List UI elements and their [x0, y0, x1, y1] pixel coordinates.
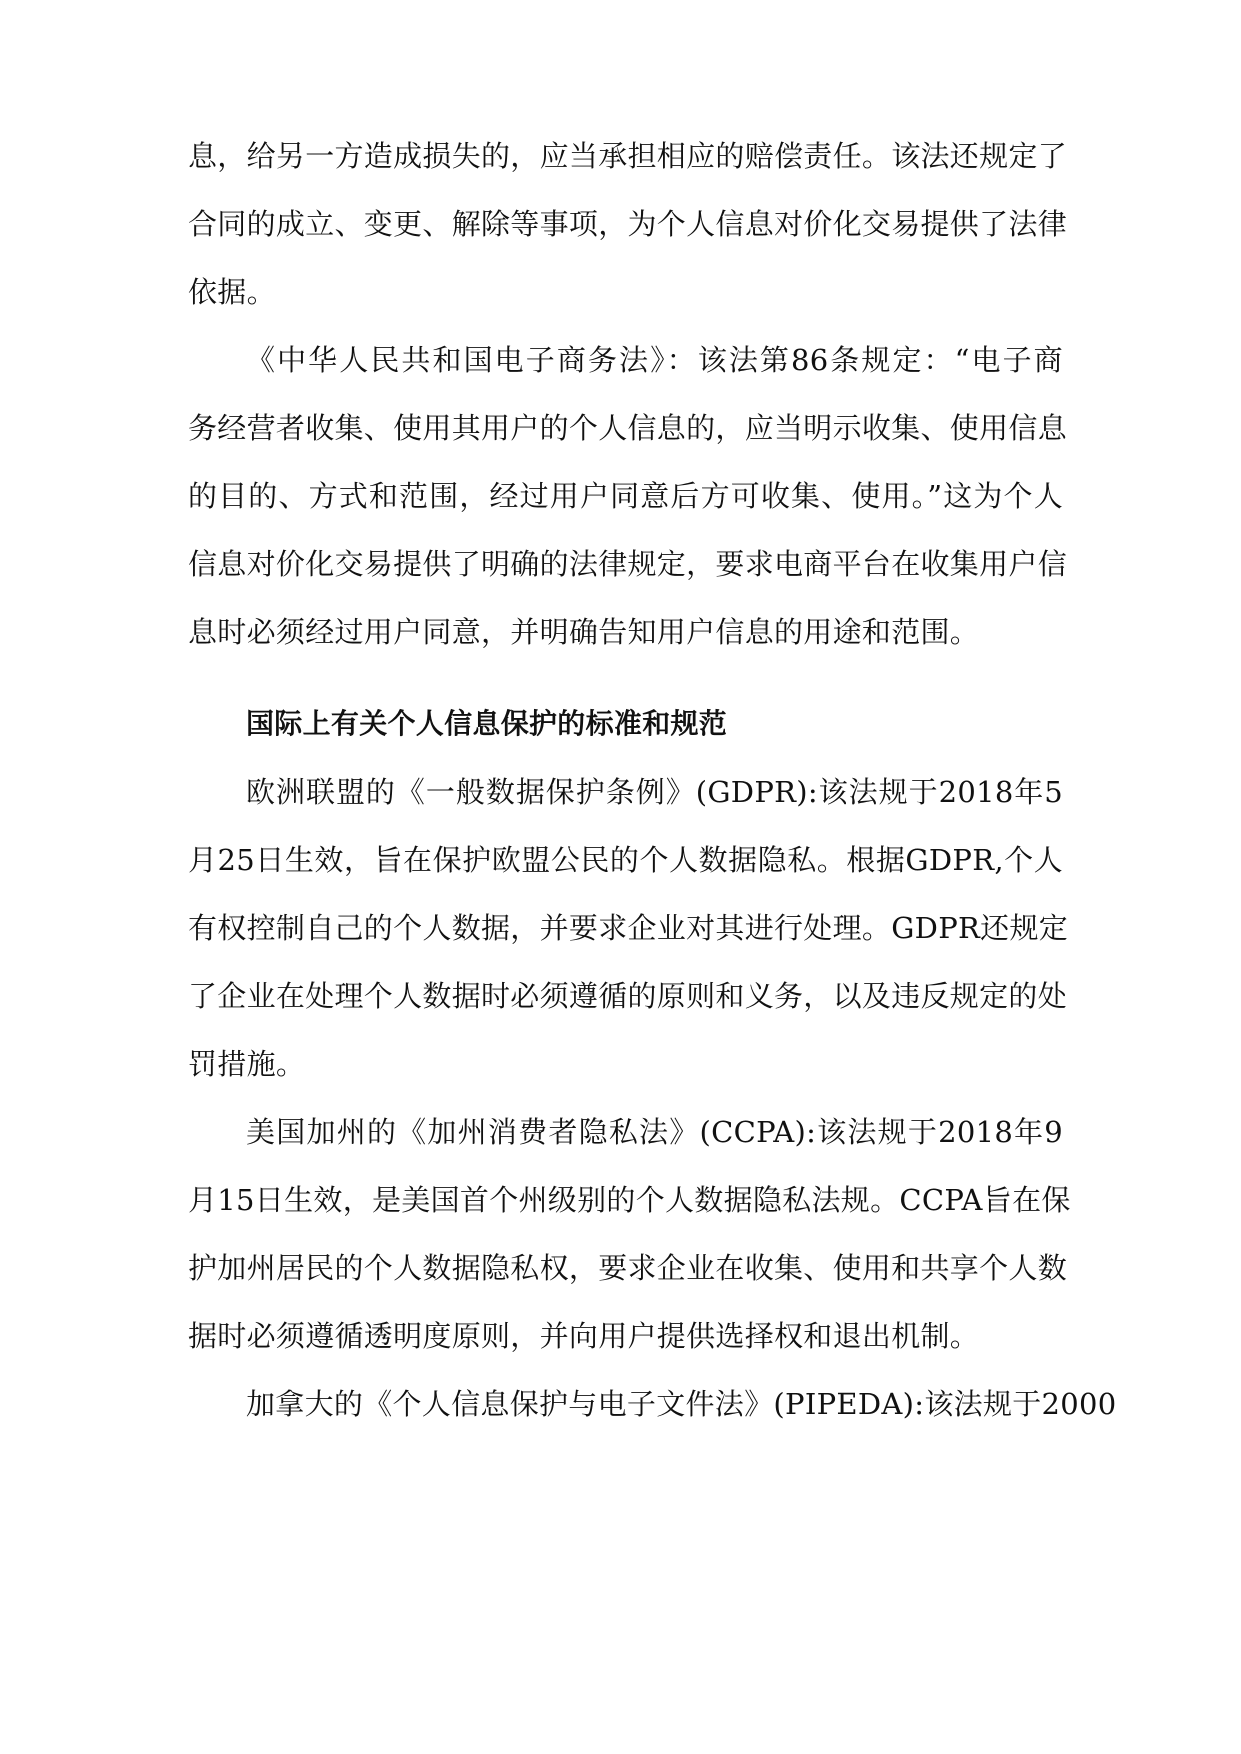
paragraph-line: 了企业在处理个人数据时必须遵循的原则和义务，以及违反规定的处 [188, 979, 1068, 1013]
paragraph-line: 护加州居民的个人数据隐私权，要求企业在收集、使用和共享个人数 [188, 1251, 1068, 1285]
paragraph-line: 《中华人民共和国电子商务法》：该法第86条规定：“电子商 [246, 343, 1063, 377]
paragraph-line: 依据。 [188, 275, 276, 309]
paragraph-line: 据时必须遵循透明度原则，并向用户提供选择权和退出机制。 [188, 1319, 980, 1353]
paragraph-line: 息，给另一方造成损失的，应当承担相应的赔偿责任。该法还规定了 [188, 139, 1068, 173]
section-heading: 国际上有关个人信息保护的标准和规范 [246, 707, 728, 740]
paragraph-line: 月25日生效，旨在保护欧盟公民的个人数据隐私。根据GDPR,个人 [188, 843, 1063, 877]
paragraph-line: 息时必须经过用户同意，并明确告知用户信息的用途和范围。 [188, 615, 980, 649]
paragraph-line: 务经营者收集、使用其用户的个人信息的，应当明示收集、使用信息 [188, 411, 1068, 445]
paragraph-line: 欧洲联盟的《一般数据保护条例》(GDPR):该法规于2018年5 [246, 775, 1063, 809]
paragraph-line: 月15日生效，是美国首个州级别的个人数据隐私法规。CCPA旨在保 [188, 1183, 1071, 1217]
paragraph-line: 加拿大的《个人信息保护与电子文件法》(PIPEDA):该法规于2000 [246, 1387, 1117, 1421]
paragraph-line: 美国加州的《加州消费者隐私法》(CCPA):该法规于2018年9 [246, 1115, 1063, 1149]
paragraph-line: 有权控制自己的个人数据，并要求企业对其进行处理。GDPR还规定 [188, 911, 1069, 945]
paragraph-line: 罚措施。 [188, 1047, 306, 1081]
paragraph-line: 信息对价化交易提供了明确的法律规定，要求电商平台在收集用户信 [188, 547, 1068, 581]
paragraph-line: 合同的成立、变更、解除等事项，为个人信息对价化交易提供了法律 [188, 207, 1068, 241]
paragraph-line: 的目的、方式和范围，经过用户同意后方可收集、使用。”这为个人 [188, 479, 1063, 513]
